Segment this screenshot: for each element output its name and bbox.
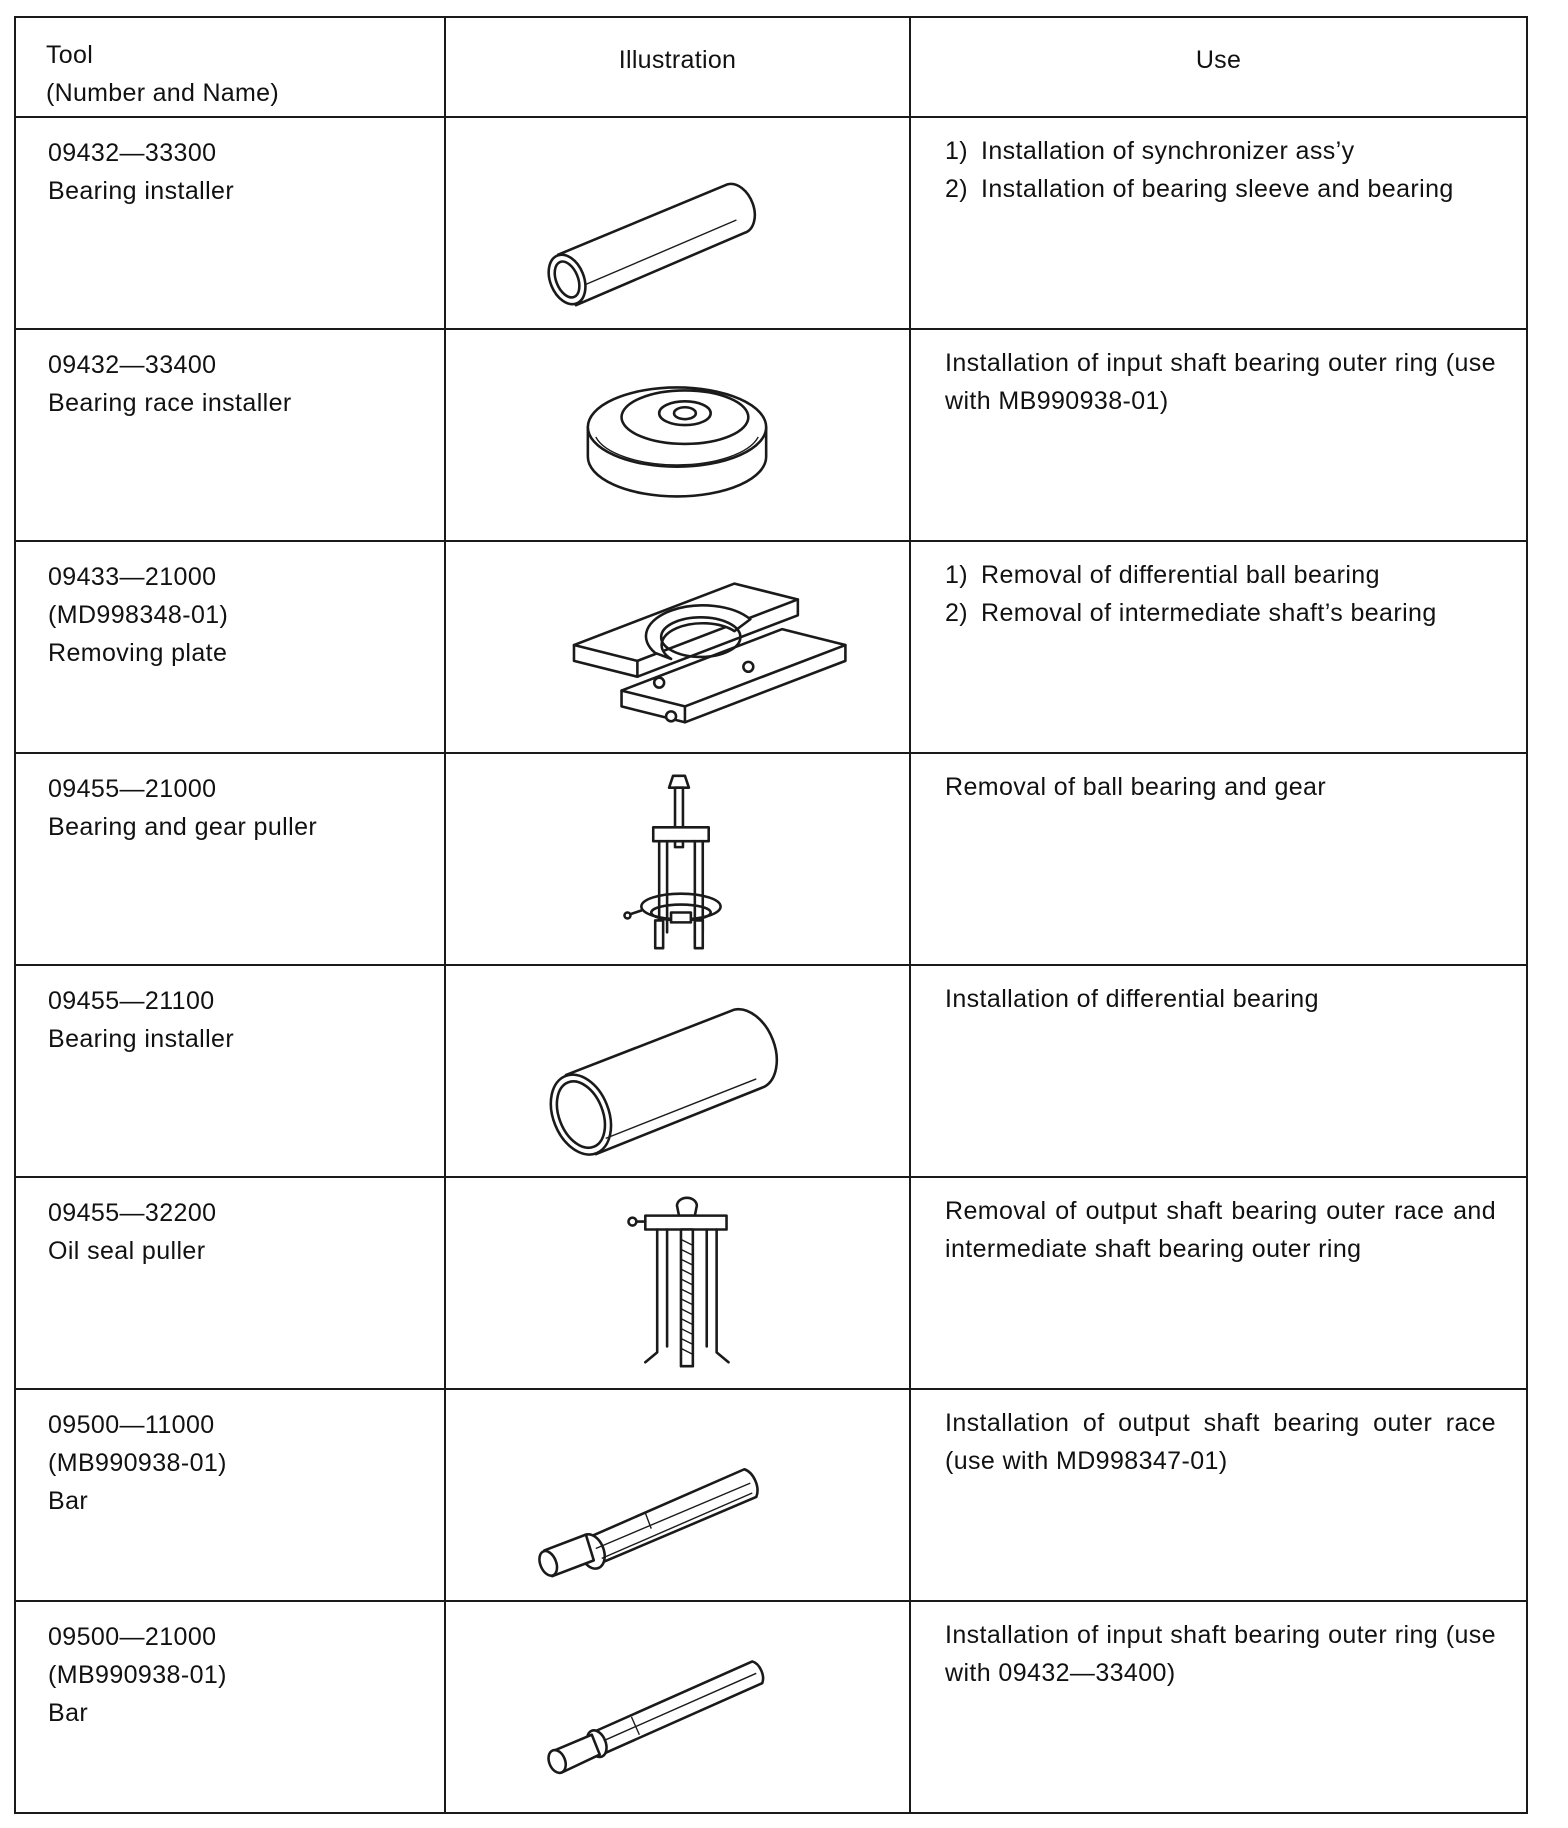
tool-cell (15, 1177, 445, 1389)
header-tool-subtitle: (Number and Name) (46, 79, 279, 107)
short-tube-icon (446, 118, 909, 328)
illustration-cell (445, 329, 910, 541)
use-text: Installation of input shaft bearing outer ring (use with 09432—33400) (945, 1621, 1496, 1687)
use-item-text: Removal of intermediate shaft’s bearing (981, 599, 1437, 627)
use-list (945, 132, 1496, 208)
tool-name: (MD998348-01) (48, 601, 229, 629)
use-text: Removal of output shaft bearing outer race and intermediate shaft bearing outer ring (945, 1197, 1496, 1263)
illustration-cell (445, 1177, 910, 1389)
tool-cell (15, 753, 445, 965)
use-item-text: Removal of differential ball bearing (981, 561, 1380, 589)
use-cell (910, 1389, 1527, 1601)
tool-number: 09500—21000 (48, 1623, 217, 1651)
tool-name: Bearing race installer (48, 389, 292, 417)
race-disc-icon (446, 330, 909, 540)
table-row (15, 1389, 1527, 1601)
use-item-number: 1) (945, 137, 969, 165)
special-tools-table (14, 16, 1528, 1814)
table-row (15, 1601, 1527, 1813)
tool-number: 09432—33300 (48, 139, 217, 167)
use-item-number: 2) (945, 599, 969, 627)
tool-number: 09455—21000 (48, 775, 217, 803)
use-cell (910, 1601, 1527, 1813)
illustration-cell (445, 117, 910, 329)
use-item (945, 170, 1496, 208)
use-cell (910, 965, 1527, 1177)
tool-number: 09433—21000 (48, 563, 217, 591)
tool-cell (15, 329, 445, 541)
tool-cell (15, 1601, 445, 1813)
tool-name: Bar (48, 1699, 89, 1727)
illustration-cell (445, 1601, 910, 1813)
tool-name: Bar (48, 1487, 89, 1515)
tool-name: (MB990938-01) (48, 1661, 227, 1689)
use-item (945, 594, 1496, 632)
tool-number: 09500—11000 (48, 1411, 215, 1439)
header-use: Use (910, 17, 1527, 117)
use-item-number: 1) (945, 561, 969, 589)
use-cell (910, 117, 1527, 329)
table-row (15, 965, 1527, 1177)
tool-cell (15, 541, 445, 753)
use-text: Installation of output shaft bearing outer race (use with MD998347-01) (945, 1409, 1496, 1475)
tool-number: 09432—33400 (48, 351, 217, 379)
tool-name: Removing plate (48, 639, 228, 667)
use-item-text: Installation of bearing sleeve and bearing (981, 175, 1454, 203)
bar-icon (446, 1602, 909, 1812)
use-item-number: 2) (945, 175, 969, 203)
tool-cell (15, 965, 445, 1177)
use-text: Installation of input shaft bearing outer ring (use with MB990938-01) (945, 349, 1496, 415)
use-item-text: Installation of synchronizer ass’y (981, 137, 1355, 165)
use-cell (910, 753, 1527, 965)
table-row (15, 117, 1527, 329)
tool-name: Oil seal puller (48, 1237, 206, 1265)
tool-name: Bearing installer (48, 177, 235, 205)
use-list (945, 556, 1496, 632)
special-tools-table-sheet (14, 16, 1526, 1812)
illustration-cell (445, 1389, 910, 1601)
table-row (15, 1177, 1527, 1389)
tool-cell (15, 117, 445, 329)
large-tube-icon (446, 966, 909, 1176)
tool-name: Bearing installer (48, 1025, 235, 1053)
use-cell (910, 329, 1527, 541)
illustration-cell (445, 753, 910, 965)
table-row (15, 329, 1527, 541)
tool-number: 09455—32200 (48, 1199, 217, 1227)
tool-name: (MB990938-01) (48, 1449, 227, 1477)
header-tool (15, 17, 445, 117)
use-item (945, 132, 1496, 170)
gear-puller-icon (446, 754, 909, 964)
use-text: Installation of differential bearing (945, 985, 1319, 1013)
use-cell (910, 541, 1527, 753)
table-row (15, 541, 1527, 753)
seal-puller-icon (446, 1178, 909, 1388)
tool-number: 09455—21100 (48, 987, 215, 1015)
illustration-cell (445, 541, 910, 753)
split-plate-icon (446, 542, 909, 752)
use-text: Removal of ball bearing and gear (945, 773, 1327, 801)
header-tool-title: Tool (46, 41, 94, 69)
bar-icon (446, 1390, 909, 1600)
use-item (945, 556, 1496, 594)
tool-name: Bearing and gear puller (48, 813, 318, 841)
use-cell (910, 1177, 1527, 1389)
header-illustration: Illustration (445, 17, 910, 117)
table-row (15, 753, 1527, 965)
table-header-row (15, 17, 1527, 117)
tool-cell (15, 1389, 445, 1601)
illustration-cell (445, 965, 910, 1177)
